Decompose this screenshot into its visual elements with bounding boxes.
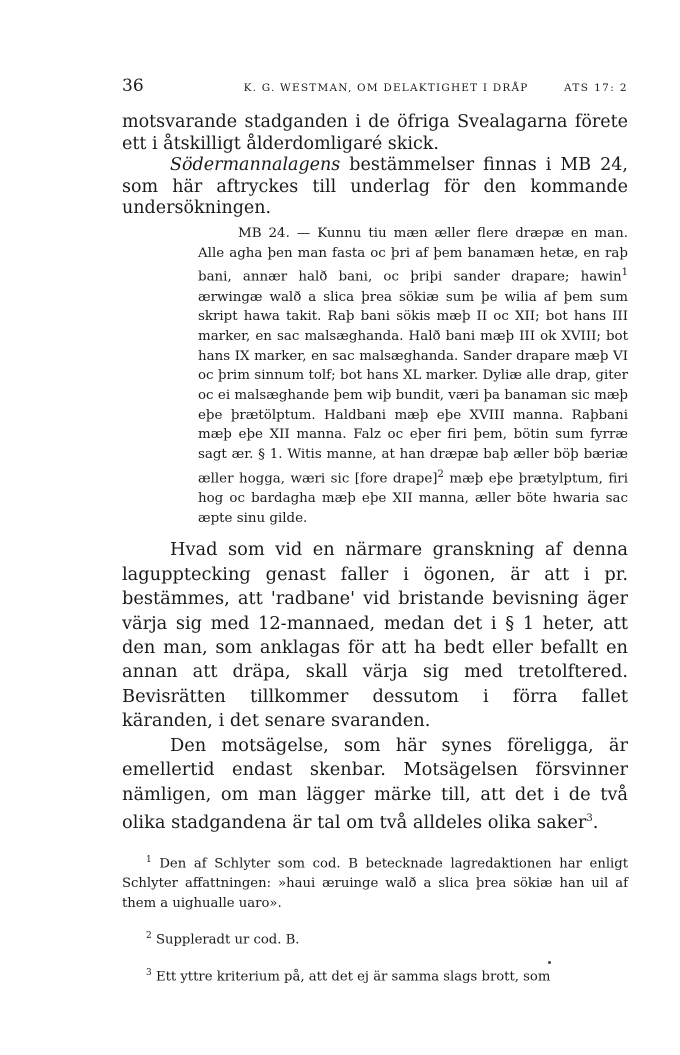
footnote-ref-2[interactable]: 2 [437,468,444,480]
page-number: 36 [122,76,144,96]
footnote-number: 1 [146,855,152,866]
page-body [122,112,628,835]
footnote-3 [122,964,628,987]
footnote-text: Ett yttre kriterium på, att det ej är samma slags brott, som [155,968,551,984]
analysis-paragraph-2-end: . [592,811,599,833]
series-signature: ATS 17: 2 [563,82,628,94]
footnote-number: 3 [146,967,152,978]
analysis-paragraph-1: Hvad som vid en närmare granskning af denna lagupptecking genast faller i ögonen, är att i pr. bestämmes, att 'radbane' vid bristande bevisning äger värja sig med 12-mannaed, medan det i § 1 heter, att den man, som anklagas för att ha bedt eller befallt en annan att dräpa, skall värja sig med tretolftered. Bevisrätten tillkommer dessutom i förra fallet käranden, i det senare svaranden. [122,539,628,732]
quotation-part-1: MB 24. — Kunnu tiu mæn æller flere dræpæ en man. Alle agha þen man fasta oc þri af þem banamæn hetæ, en raþ bani, annær halð bani, oc þriþi sander drapare; hawin [198,225,628,285]
quotation-part-2: ærwingæ walð a slica þrea sökiæ sum þe wilia af þem sum skript hawa takit. Raþ bani sökis mæþ II oc XII; bot hans III marker, en sac malsæghanda. Halð bani mæþ III ok XVIII; bot hans IX marker, en sac malsæghanda. Sander drapare mæþ VI oc þrim sinnum tolf; bot hans XL marker. Dyliæ alle drap, giter oc ei malsæghande þem wiþ bundit, væri þa banaman sic mæþ eþe þrætölptum. Haldbani mæþ eþe XVIII manna. Raþbani mæþ eþe XII manna. Falz oc eþer firi þem, bötin sum fyrræ sagt ær. § 1. Witis manne, at han dræpæ baþ æller böþ bæriæ æller hogga, wæri sic [fore drape] [198,289,628,487]
footnote-ref-3[interactable]: 3 [586,812,593,824]
footnotes [122,838,628,1000]
quotation-part-3: mæþ eþe þrætylptum, firi hog oc bardagha mæþ eþe XII manna, æller böte hwaria sac æpte sinu gilde. [198,471,628,526]
source-title: Södermannalagens [170,155,341,176]
intro-text: motsvarande stadganden i de öfriga Svealagarna förete ett i åtskilligt ålderdomligaré skick. [122,112,628,154]
running-title: K. G. WESTMAN, OM DELAKTIGHET I DRÅP [243,82,529,94]
print-speck [548,961,551,964]
law-quotation [198,224,628,528]
quotation-text [198,224,628,528]
analysis-section [122,538,628,835]
footnote-2 [122,927,628,950]
source-paragraph [122,155,628,220]
analysis-paragraph-2 [122,734,628,836]
intro-paragraph [122,112,628,155]
analysis-paragraph-2-text: Den motsägelse, som här synes föreligga, är emellertid endast skenbar. Motsägelsen försvinner nämligen, om man lägger märke till, att det i de två olika stadgandena är tal om två alldeles olika saker [122,734,628,833]
footnote-text: Suppleradt ur cod. B. [155,932,300,948]
footnote-1 [122,851,628,914]
source-text: bestämmelser finnas i MB 24, som här aftryckes till underlag för den kommande undersökningen. [122,155,628,219]
page-header [122,76,628,96]
footnote-ref-1[interactable]: 1 [621,267,628,279]
footnote-number: 2 [146,931,152,942]
footnote-text: Den af Schlyter som cod. B betecknade lagredaktionen har enligt Schlyter affattningen: »haui æruinge walð a slica þrea sökiæ han uil af them a uighualle uaro». [122,856,628,912]
